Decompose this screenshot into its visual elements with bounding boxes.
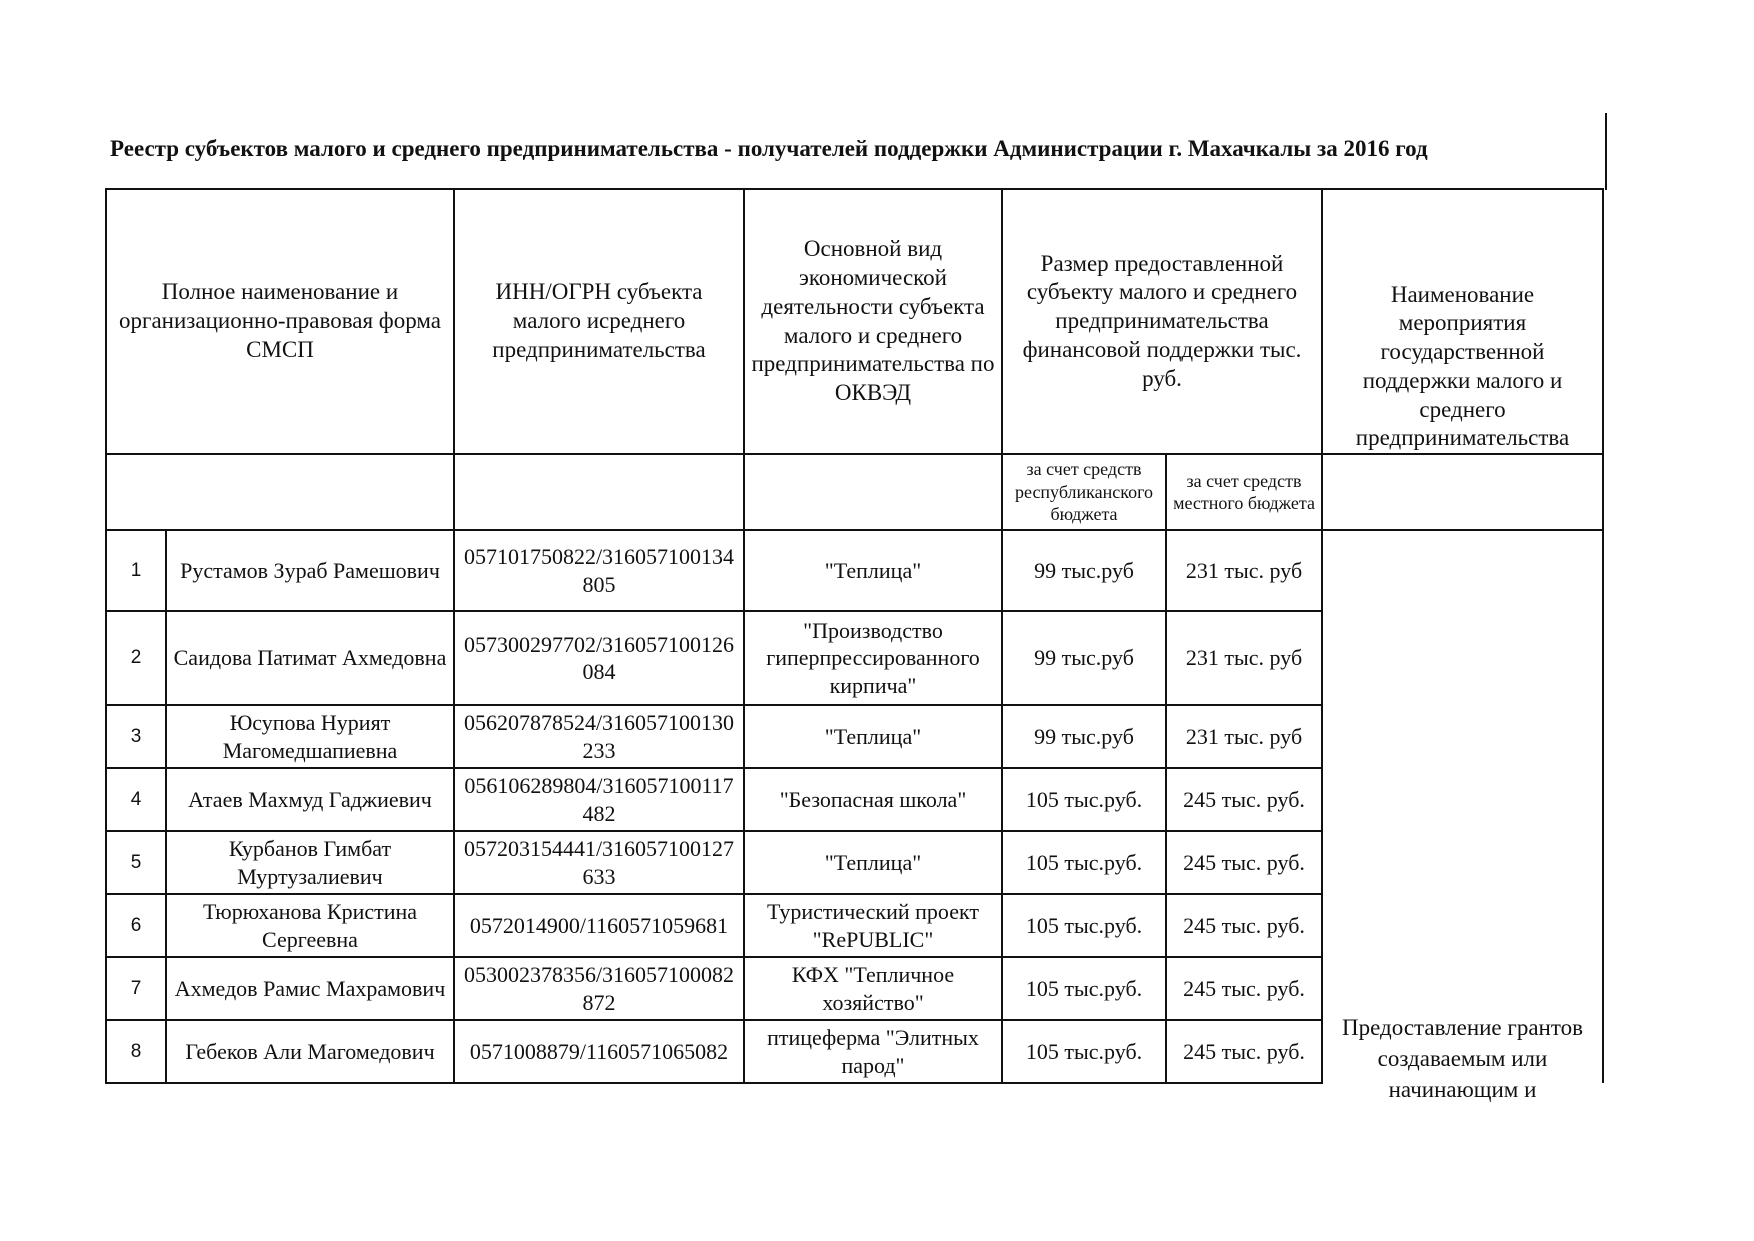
- support-measure-cell: [1322, 530, 1603, 1102]
- row-local: 245 тыс. руб.: [1166, 768, 1322, 831]
- support-measure: Предоставление грантов создаваемым или начинающим и: [1342, 1014, 1583, 1102]
- row-republic: 105 тыс.руб.: [1002, 1020, 1166, 1083]
- row-local: 231 тыс. руб: [1166, 611, 1322, 705]
- row-number: 8: [106, 1020, 166, 1083]
- row-activity: "Теплица": [744, 705, 1002, 768]
- row-inn: 053002378356/316057100082872: [454, 957, 744, 1020]
- row-number: 1: [106, 530, 166, 611]
- row-inn: 057300297702/316057100126084: [454, 611, 744, 705]
- right-rule: [1605, 113, 1607, 190]
- row-number: 7: [106, 957, 166, 1020]
- row-inn: 057101750822/316057100134805: [454, 530, 744, 611]
- row-inn: 057203154441/316057100127633: [454, 831, 744, 894]
- row-local: 231 тыс. руб: [1166, 530, 1322, 611]
- row-local: 245 тыс. руб.: [1166, 894, 1322, 957]
- row-name: Гебеков Али Магомедович: [166, 1020, 454, 1083]
- row-name: Юсупова Нурият Магомедшапиевна: [166, 705, 454, 768]
- row-republic: 99 тыс.руб: [1002, 705, 1166, 768]
- row-activity: "Теплица": [744, 831, 1002, 894]
- row-number: 6: [106, 894, 166, 957]
- row-name: Тюрюханова Кристина Сергеевна: [166, 894, 454, 957]
- row-activity: птицеферма "Элитных парод": [744, 1020, 1002, 1083]
- subheader-empty-inn: [454, 454, 744, 530]
- header-amount: Размер предоставленной субъекту малого и среднего предпринимательства финансовой поддержки тыс. руб.: [1002, 189, 1322, 454]
- row-republic: 105 тыс.руб.: [1002, 831, 1166, 894]
- row-inn: 056207878524/316057100130233: [454, 705, 744, 768]
- header-name: Полное наименование и организационно-правовая форма СМСП: [106, 189, 454, 454]
- row-name: Рустамов Зураб Рамешович: [166, 530, 454, 611]
- table-row: [106, 530, 1603, 611]
- row-republic: 105 тыс.руб.: [1002, 894, 1166, 957]
- row-republic: 105 тыс.руб.: [1002, 768, 1166, 831]
- row-activity: "Безопасная школа": [744, 768, 1002, 831]
- row-local: 245 тыс. руб.: [1166, 957, 1322, 1020]
- row-number: 3: [106, 705, 166, 768]
- subheader-empty-okved: [744, 454, 1002, 530]
- row-name: Атаев Махмуд Гаджиевич: [166, 768, 454, 831]
- row-number: 2: [106, 611, 166, 705]
- row-number: 5: [106, 831, 166, 894]
- row-local: 231 тыс. руб: [1166, 705, 1322, 768]
- row-name: Ахмедов Рамис Махрамович: [166, 957, 454, 1020]
- header-row: [106, 189, 1603, 454]
- row-name: Саидова Патимат Ахмедовна: [166, 611, 454, 705]
- header-okved: Основной вид экономической деятельности субъекта малого и среднего предпринимательства по ОКВЭД: [744, 189, 1002, 454]
- subheader-row: [106, 454, 1603, 530]
- document-title: Реестр субъектов малого и среднего предпринимательства - получателей поддержки Администрации г. Махачкалы за 2016 год: [110, 136, 1428, 161]
- table-wrap: [105, 188, 1608, 1102]
- row-inn: 056106289804/316057100117482: [454, 768, 744, 831]
- row-republic: 105 тыс.руб.: [1002, 957, 1166, 1020]
- row-republic: 99 тыс.руб: [1002, 530, 1166, 611]
- row-number: 4: [106, 768, 166, 831]
- row-local: 245 тыс. руб.: [1166, 1020, 1322, 1083]
- row-activity: КФХ "Тепличное хозяйство": [744, 957, 1002, 1020]
- row-republic: 99 тыс.руб: [1002, 611, 1166, 705]
- registry-table: [105, 188, 1604, 1102]
- row-activity: "Теплица": [744, 530, 1002, 611]
- row-name: Курбанов Гимбат Муртузалиевич: [166, 831, 454, 894]
- row-activity: "Производство гиперпрессированного кирпича": [744, 611, 1002, 705]
- row-activity: Туристический проект "RePUBLIC": [744, 894, 1002, 957]
- subheader-empty-measure: [1322, 454, 1603, 530]
- row-inn: 0572014900/1160571059681: [454, 894, 744, 957]
- subheader-empty-name: [106, 454, 454, 530]
- subheader-local: за счет средств местного бюджета: [1166, 454, 1322, 530]
- row-inn: 0571008879/1160571065082: [454, 1020, 744, 1083]
- header-inn: ИНН/ОГРН субъекта малого исреднего предпринимательства: [454, 189, 744, 454]
- row-local: 245 тыс. руб.: [1166, 831, 1322, 894]
- subheader-republic: за счет средств республиканского бюджета: [1002, 454, 1166, 530]
- header-measure: Наименование мероприятия государственной поддержки малого и среднего предпринимательства: [1322, 189, 1603, 454]
